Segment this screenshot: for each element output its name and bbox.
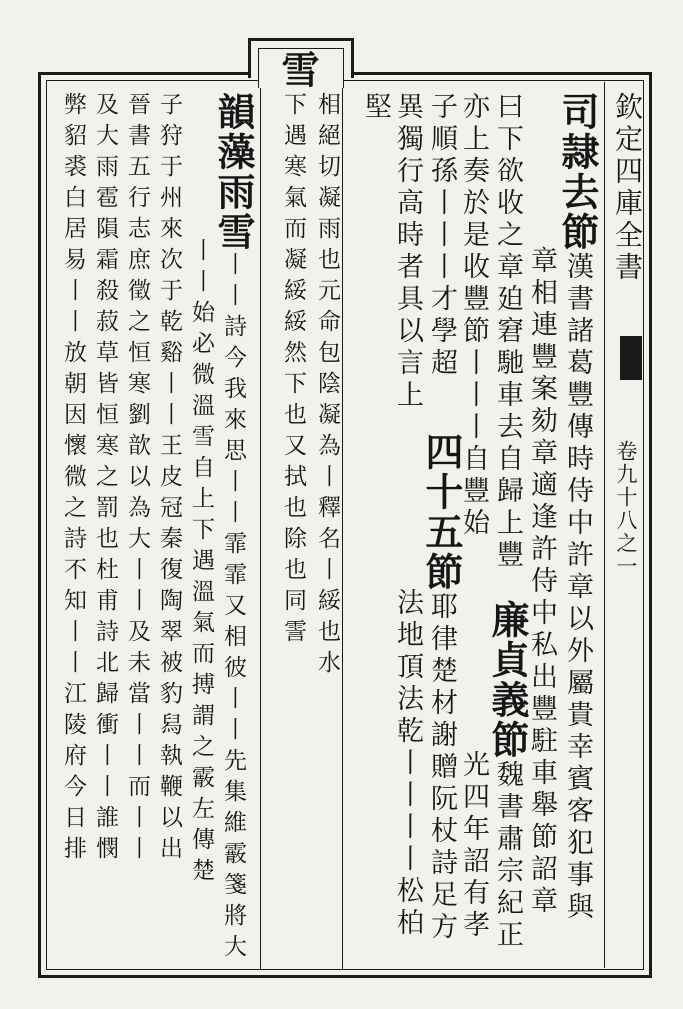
text-column-5b xyxy=(419,432,464,944)
text-column-6b xyxy=(390,588,424,940)
text-column-15 xyxy=(56,92,90,867)
text-column-13 xyxy=(120,92,154,867)
text-column-2 xyxy=(524,246,558,918)
margin-book-title: 欽定四庫全書 xyxy=(611,92,644,284)
column-text: 異獨行高時者具以言上 xyxy=(392,92,423,412)
column-text: 及大雨雹隕霜殺菽草皆恒寒之罰也杜甫詩北歸衝丨丨誰憫 xyxy=(92,92,118,867)
margin-volume-label: 卷九十八之一 xyxy=(614,440,638,578)
heading-character: 雪 xyxy=(275,50,320,90)
column-text: 相絕切凝雨也元命包陰凝為丨釋名丨綏也水 xyxy=(314,92,340,681)
text-column-14 xyxy=(88,92,122,867)
text-column-5 xyxy=(424,92,458,380)
margin-fishtail-mark xyxy=(620,336,642,380)
text-column-1 xyxy=(555,92,600,924)
column-text: 堅 xyxy=(360,92,391,124)
column-text: 丨丨始必微溫雪自上下遇溫氣而搏謂之霰左傳楚 xyxy=(188,238,214,889)
text-column-3 xyxy=(490,92,524,572)
column-text: 下遇寒氣而凝綏綏然下也又拭也除也同霅 xyxy=(280,92,306,650)
column-text: 弊貂裘白居易丨丨放朝因懷微之詩不知丨丨江陵府今日排 xyxy=(60,92,86,867)
text-column-10 xyxy=(211,92,256,965)
text-column-6 xyxy=(390,92,424,412)
text-column-9 xyxy=(276,92,310,650)
column-text: 光四年詔有孝 xyxy=(458,750,489,942)
text-column-8 xyxy=(310,92,344,681)
column-text: 亦上奏於是收豐節丨丨丨自豐始 xyxy=(458,92,489,540)
heading-column-rule-left xyxy=(260,88,261,970)
text-column-7 xyxy=(358,92,392,124)
entry-heading: 韻藻雨雪 xyxy=(211,92,256,252)
text-column-3b xyxy=(485,600,530,952)
column-text: 曰下欲收之章廹窘馳車去自歸上豐 xyxy=(492,92,523,572)
entry-heading: 司隷去節 xyxy=(555,92,600,252)
column-text: 法地頂法乾丨丨丨丨松柏 xyxy=(392,588,423,940)
column-text: 晉書五行志庶徵之恒寒劉歆以為大丨丨及未當丨丨而丨丨 xyxy=(124,92,150,867)
column-text: 子順孫丨丨丨才學超 xyxy=(426,92,457,380)
text-column-11 xyxy=(184,238,218,889)
column-text: 漢書諸葛豐傳時侍中許章以外屬貴幸賓客犯事與 xyxy=(562,252,593,924)
column-text: 魏書肅宗紀正 xyxy=(492,760,523,952)
column-text: 耶律楚材謝贈阮杖詩足方 xyxy=(426,592,457,944)
text-column-4b xyxy=(456,750,490,942)
entry-heading: 四十五節 xyxy=(419,432,464,592)
entry-heading: 廉貞義節 xyxy=(485,600,530,760)
column-text: 章相連豐案劾章適逢許侍中私出豐駐車舉節詔章 xyxy=(526,246,557,918)
text-column-12 xyxy=(152,92,186,867)
column-text: 子狩于州來次于乾谿丨丨王皮冠秦復陶翠被豹舄執鞭以出 xyxy=(156,92,182,867)
column-text: 丨丨詩今我來思丨丨霏霏又相彼丨丨先集維霰箋將大 xyxy=(220,252,246,965)
